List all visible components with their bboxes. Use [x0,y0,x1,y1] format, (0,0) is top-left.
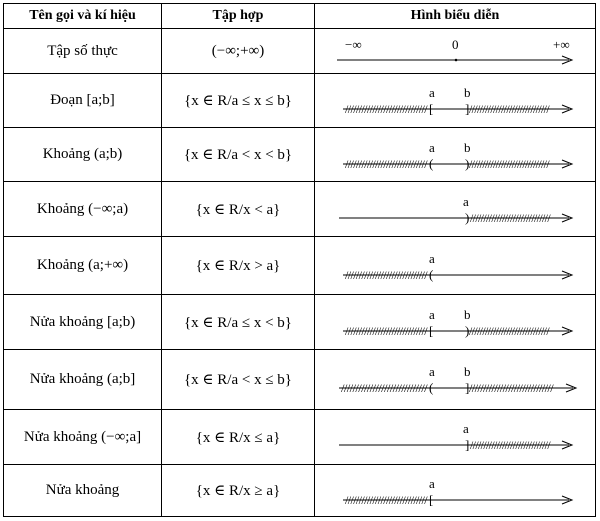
hatch-right: ////////////////////////////// [470,211,552,225]
table-row [4,464,595,516]
bracket-a: [ [429,101,434,116]
row-name: Khoảng (a;b) [4,128,162,181]
hatch-right: ////////////////////////////// [469,157,551,171]
bracket-b: ) [465,156,470,171]
number-line [315,128,595,181]
label-a: a [429,85,435,100]
bracket-b: ] [465,101,470,116]
header-row [4,4,595,28]
row-name: Nửa khoảng [a;b) [4,295,162,349]
number-line [315,182,595,236]
number-line-cell [315,410,595,464]
table-row [4,181,595,236]
table-row [4,28,595,73]
row-set: {x ∈ R/x ≥ a} [162,465,315,516]
row-set: {x ∈ R/x ≤ a} [162,410,315,464]
table-row [4,127,595,181]
number-line-cell [315,350,595,409]
row-name: Khoảng (a;+∞) [4,237,162,294]
bracket-a: ( [429,380,434,395]
label-zero: 0 [452,37,459,52]
label-b: b [464,140,471,155]
hatch-left: ////////////////////////////// [341,381,429,395]
number-line-cell [315,128,595,181]
hatch-right: ////////////////////////////// [469,381,555,395]
label-a: a [429,140,435,155]
hatch-left: ////////////////////////////// [345,157,429,171]
row-name: Đoạn [a;b] [4,74,162,127]
row-set: {x ∈ R/a ≤ x < b} [162,295,315,349]
bracket-a: ( [429,267,434,282]
label-a: a [429,364,435,379]
label-b: b [464,364,471,379]
label-neg-infinity: −∞ [345,37,362,52]
bracket-a: [ [429,492,434,507]
row-name: Nửa khoảng (−∞;a] [4,410,162,464]
number-line [315,465,595,516]
label-b: b [464,307,471,322]
table-row [4,349,595,409]
table-row [4,294,595,349]
hatch-left: ////////////////////////////// [345,493,429,507]
label-a: a [429,476,435,491]
hatch-right: ////////////////////////////// [469,102,551,116]
row-name: Nửa khoảng (a;b] [4,350,162,409]
header-diagram: Hình biểu diễn [410,8,500,23]
number-line [315,74,595,127]
bracket-a: ) [465,210,470,225]
zero-dot [455,59,458,62]
bracket-b: ] [465,380,470,395]
bracket-a: ] [465,437,470,452]
number-line-cell [315,182,595,236]
row-set: {x ∈ R/a < x ≤ b} [162,350,315,409]
number-line-cell [315,237,595,294]
number-line-cell [315,465,595,516]
table-row [4,73,595,127]
row-name: Khoảng (−∞;a) [4,182,162,236]
bracket-a: ( [429,156,434,171]
row-name: Tập số thực [4,29,162,73]
number-line-cell [315,295,595,349]
number-line [315,410,595,464]
header-set: Tập hợp [162,4,315,28]
row-set: {x ∈ R/x > a} [162,237,315,294]
label-a: a [429,251,435,266]
number-line [315,237,595,294]
hatch-right: ////////////////////////////// [469,324,551,338]
row-set: {x ∈ R/a < x < b} [162,128,315,181]
header-name: Tên gọi và kí hiệu [4,4,162,28]
label-b: b [464,85,471,100]
hatch-left: ////////////////////////////// [345,102,429,116]
interval-table [3,3,596,517]
table-row [4,236,595,294]
label-pos-infinity: +∞ [553,37,570,52]
label-a: a [463,194,469,209]
number-line [315,29,595,73]
hatch-right: ////////////////////////////// [470,438,552,452]
number-line [315,350,595,409]
bracket-b: ) [465,323,470,338]
bracket-a: [ [429,323,434,338]
row-set: (−∞;+∞) [162,29,315,73]
number-line [315,295,595,349]
table-row [4,409,595,464]
hatch-left: ////////////////////////////// [345,324,429,338]
label-a: a [463,421,469,436]
row-name: Nửa khoảng [4,465,162,516]
number-line-cell [315,74,595,127]
hatch-left: ////////////////////////////// [345,268,429,282]
row-set: {x ∈ R/a ≤ x ≤ b} [162,74,315,127]
label-a: a [429,307,435,322]
row-set: {x ∈ R/x < a} [162,182,315,236]
number-line-cell [315,29,595,73]
